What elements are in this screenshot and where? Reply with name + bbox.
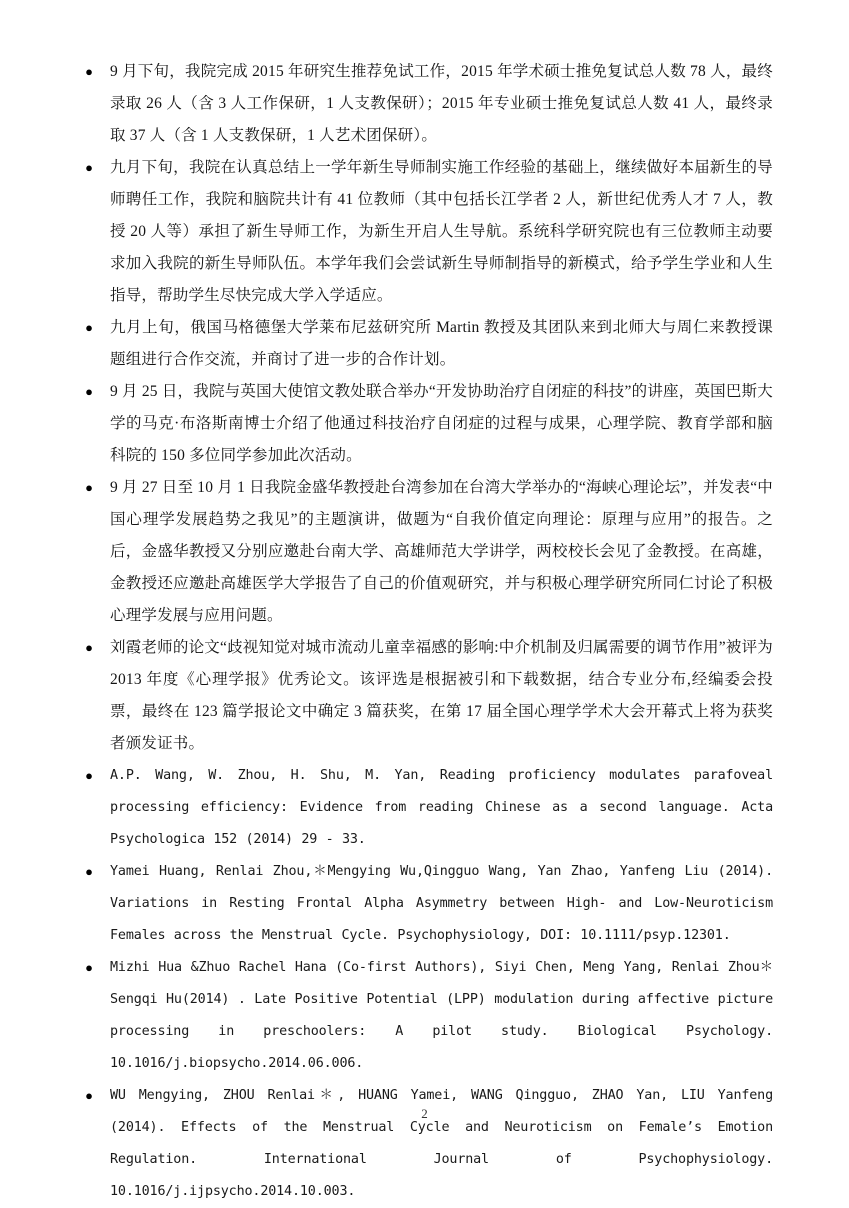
bullet-point-icon: ● — [85, 768, 93, 783]
item-autism-lecture: 9 月 25 日，我院与英国大使馆文教处联合举办“开发协助治疗自闭症的科技”的讲座，英国巴斯大学的马克·布洛斯南博士介绍了他通过科技治疗自闭症的过程与成果，心理学院、教育学部和脑科院的 150 多位同学参加此次活动。 — [110, 383, 773, 464]
bullet-list — [78, 56, 773, 1208]
bullet-point-icon: ● — [85, 480, 93, 495]
bullet-point-icon: ● — [85, 160, 93, 175]
list-item — [78, 152, 773, 312]
list-item — [78, 856, 773, 952]
list-item — [78, 952, 773, 1080]
item-ref-huang-psychophysiology: Yamei Huang, Renlai Zhou,＊Mengying Wu,Qingguo Wang, Yan Zhao, Yanfeng Liu (2014). Variations in Resting Frontal Alpha Asymmetry between High- and Low-Neuroticism Females across the Menstrual Cycle. Psychophysiology, DOI: 10.1111/psyp.12301. — [110, 864, 773, 943]
bullet-point-icon: ● — [85, 640, 93, 655]
bullet-point-icon: ● — [85, 320, 93, 335]
list-item — [78, 472, 773, 632]
list-item — [78, 56, 773, 152]
bullet-point-icon: ● — [85, 384, 93, 399]
item-magdeburg-visit: 九月上旬，俄国马格德堡大学莱布尼兹研究所 Martin 教授及其团队来到北师大与周仁来教授课题组进行合作交流，并商讨了进一步的合作计划。 — [110, 319, 773, 368]
bullet-point-icon: ● — [85, 1088, 93, 1103]
page-number: 2 — [421, 1106, 428, 1121]
item-ref-wu-ijpsycho: WU Mengying, ZHOU Renlai＊, HUANG Yamei, WANG Qingguo, ZHAO Yan, LIU Yanfeng (2014). Effects of the Menstrual Cycle and Neuroticism on Female’s Emotion Regulation. International Journal of Psychophysiology. 10.1016/j.ijpsycho.2014.10.003. — [110, 1088, 773, 1199]
item-taiwan-forum: 9 月 27 日至 10 月 1 日我院金盛华教授赴台湾参加在台湾大学举办的“海峡心理论坛”，并发表“中国心理学发展趋势之我见”的主题演讲，做题为“自我价值定向理论：原理与应用”的报告。之后，金盛华教授又分别应邀赴台南大学、高雄师范大学讲学，两校校长会见了金教授。在高雄，金教授还应邀赴高雄医学大学报告了自己的价值观研究，并与积极心理学研究所同仁讨论了积极心理学发展与应用问题。 — [110, 479, 773, 624]
bullet-point-icon: ● — [85, 960, 93, 975]
item-liuxia-award: 刘霞老师的论文“歧视知觉对城市流动儿童幸福感的影响:中介机制及归属需要的调节作用”被评为 2013 年度《心理学报》优秀论文。该评选是根据被引和下载数据，结合专业分布,经编委会投票，最终在 123 篇学报论文中确定 3 篇获奖，在第 17 届全国心理学学术大会开幕式上将为获奖者颁发证书。 — [110, 639, 773, 752]
bullet-point-icon: ● — [85, 64, 93, 79]
list-item — [78, 312, 773, 376]
list-item — [78, 632, 773, 760]
item-freshman-mentor-system: 九月下旬，我院在认真总结上一学年新生导师制实施工作经验的基础上，继续做好本届新生的导师聘任工作，我院和脑院共计有 41 位教师（其中包括长江学者 2 人，新世纪优秀人才 7 人，教授 20 人等）承担了新生导师工作，为新生开启人生导航。系统科学研究院也有三位教师主动要求加入我院的新生导师队伍。本学年我们会尝试新生导师制指导的新模式，给予学生学业和人生指导，帮助学生尽快完成大学入学适应。 — [110, 159, 773, 304]
list-item — [78, 1080, 773, 1208]
bullet-point-icon: ● — [85, 864, 93, 879]
document-body — [78, 56, 773, 1208]
list-item — [78, 760, 773, 856]
item-graduate-recommendation: 9 月下旬，我院完成 2015 年研究生推荐免试工作，2015 年学术硕士推免复试总人数 78 人，最终录取 26 人（含 3 人工作保研，1 人支教保研）；2015 年专业硕士推免复试总人数 41 人，最终录取 37 人（含 1 人支教保研，1 人艺术团保研）。 — [110, 63, 773, 144]
list-item — [78, 376, 773, 472]
item-ref-wang-acta-psychologica: A.P. Wang, W. Zhou, H. Shu, M. Yan, Reading proficiency modulates parafoveal processing efficiency: Evidence from reading Chinese as a second language. Acta Psychologica 152 (2014) 29 - 33. — [110, 768, 773, 847]
item-ref-hua-biological-psychology: Mizhi Hua &Zhuo Rachel Hana (Co-first Authors), Siyi Chen, Meng Yang, Renlai Zhou＊Sengqi Hu(2014) . Late Positive Potential (LPP) modulation during affective picture processing in preschoolers: A pilot study. Biological Psychology. 10.1016/j.biopsycho.2014.06.006. — [110, 960, 773, 1071]
